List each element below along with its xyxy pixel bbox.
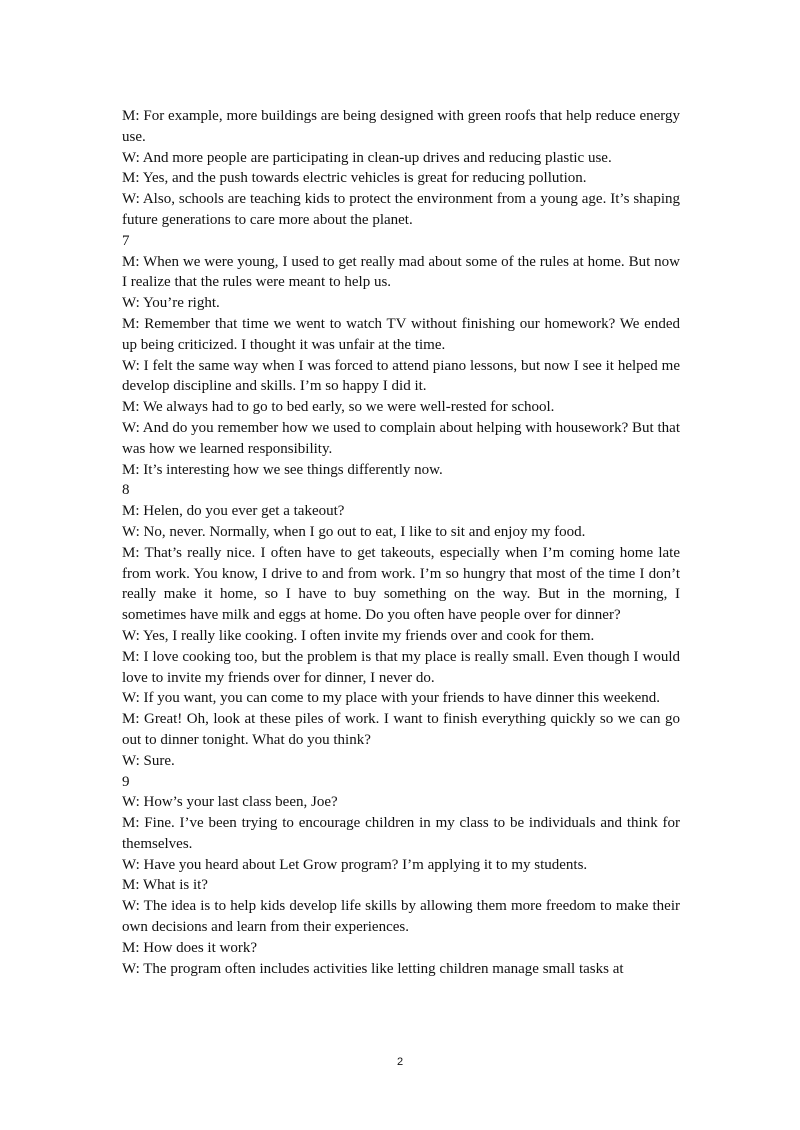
- section-number: 7: [122, 232, 130, 249]
- dialogue-line: M: It’s interesting how we see things differently now.: [122, 461, 443, 478]
- dialogue-line: M: Fine. I’ve been trying to encourage children in my class to be individuals and think for themselves.: [122, 815, 680, 852]
- section-number: 8: [122, 482, 130, 499]
- dialogue-line: W: The program often includes activities like letting children manage small tasks at: [122, 960, 624, 977]
- dialogue-line: M: When we were young, I used to get really mad about some of the rules at home. But now I realize that the rules were meant to help us.: [122, 253, 680, 291]
- dialogue-line: W: Sure.: [122, 752, 175, 769]
- transcript-body: [122, 106, 680, 979]
- dialogue-line: M: We always had to go to bed early, so we were well-rested for school.: [122, 399, 555, 416]
- dialogue-line: M: Remember that time we went to watch TV without finishing our homework? We ended up being criticized. I thought it was unfair at the time.: [122, 315, 680, 353]
- dialogue-line: W: Yes, I really like cooking. I often invite my friends over and cook for them.: [122, 627, 595, 644]
- dialogue-line: W: How’s your last class been, Joe?: [122, 794, 338, 811]
- dialogue-line: M: Helen, do you ever get a takeout?: [122, 503, 345, 520]
- dialogue-line: M: For example, more buildings are being designed with green roofs that help reduce energy use.: [122, 108, 680, 145]
- dialogue-line: W: You’re right.: [122, 295, 220, 312]
- section-number: 9: [122, 773, 130, 790]
- dialogue-line: W: Have you heard about Let Grow program? I’m applying it to my students.: [122, 856, 588, 873]
- dialogue-line: W: The idea is to help kids develop life skills by allowing them more freedom to make their own decisions and learn from their experiences.: [122, 898, 680, 936]
- dialogue-line: W: And do you remember how we used to complain about helping with housework? But that was how we learned responsibility.: [122, 419, 680, 457]
- dialogue-line: M: That’s really nice. I often have to get takeouts, especially when I’m coming home late from work. You know, I drive to and from work. I’m so hungry that most of the time I don’t really make it home, so I have to buy something on the way. But in the morning, I sometimes have milk and eggs at home. Do you often have people over for dinner?: [122, 544, 680, 624]
- dialogue-line: W: I felt the same way when I was forced to attend piano lessons, but now I see it helped me develop discipline and skills. I’m so happy I did it.: [122, 357, 680, 395]
- dialogue-line: M: Yes, and the push towards electric vehicles is great for reducing pollution.: [122, 170, 587, 187]
- dialogue-line: W: No, never. Normally, when I go out to eat, I like to sit and enjoy my food.: [122, 523, 586, 540]
- dialogue-line: M: How does it work?: [122, 939, 257, 956]
- dialogue-line: W: If you want, you can come to my place with your friends to have dinner this weekend.: [122, 690, 661, 707]
- dialogue-line: M: What is it?: [122, 877, 208, 894]
- dialogue-line: W: And more people are participating in clean-up drives and reducing plastic use.: [122, 149, 612, 166]
- dialogue-line: M: I love cooking too, but the problem is that my place is really small. Even though I would love to invite my friends over for dinner, I never do.: [122, 648, 680, 686]
- dialogue-line: M: Great! Oh, look at these piles of work. I want to finish everything quickly so we can go out to dinner tonight. What do you think?: [122, 711, 680, 748]
- dialogue-line: W: Also, schools are teaching kids to protect the environment from a young age. It’s shaping future generations to care more about the planet.: [122, 191, 680, 228]
- page-number: 2: [396, 1056, 404, 1068]
